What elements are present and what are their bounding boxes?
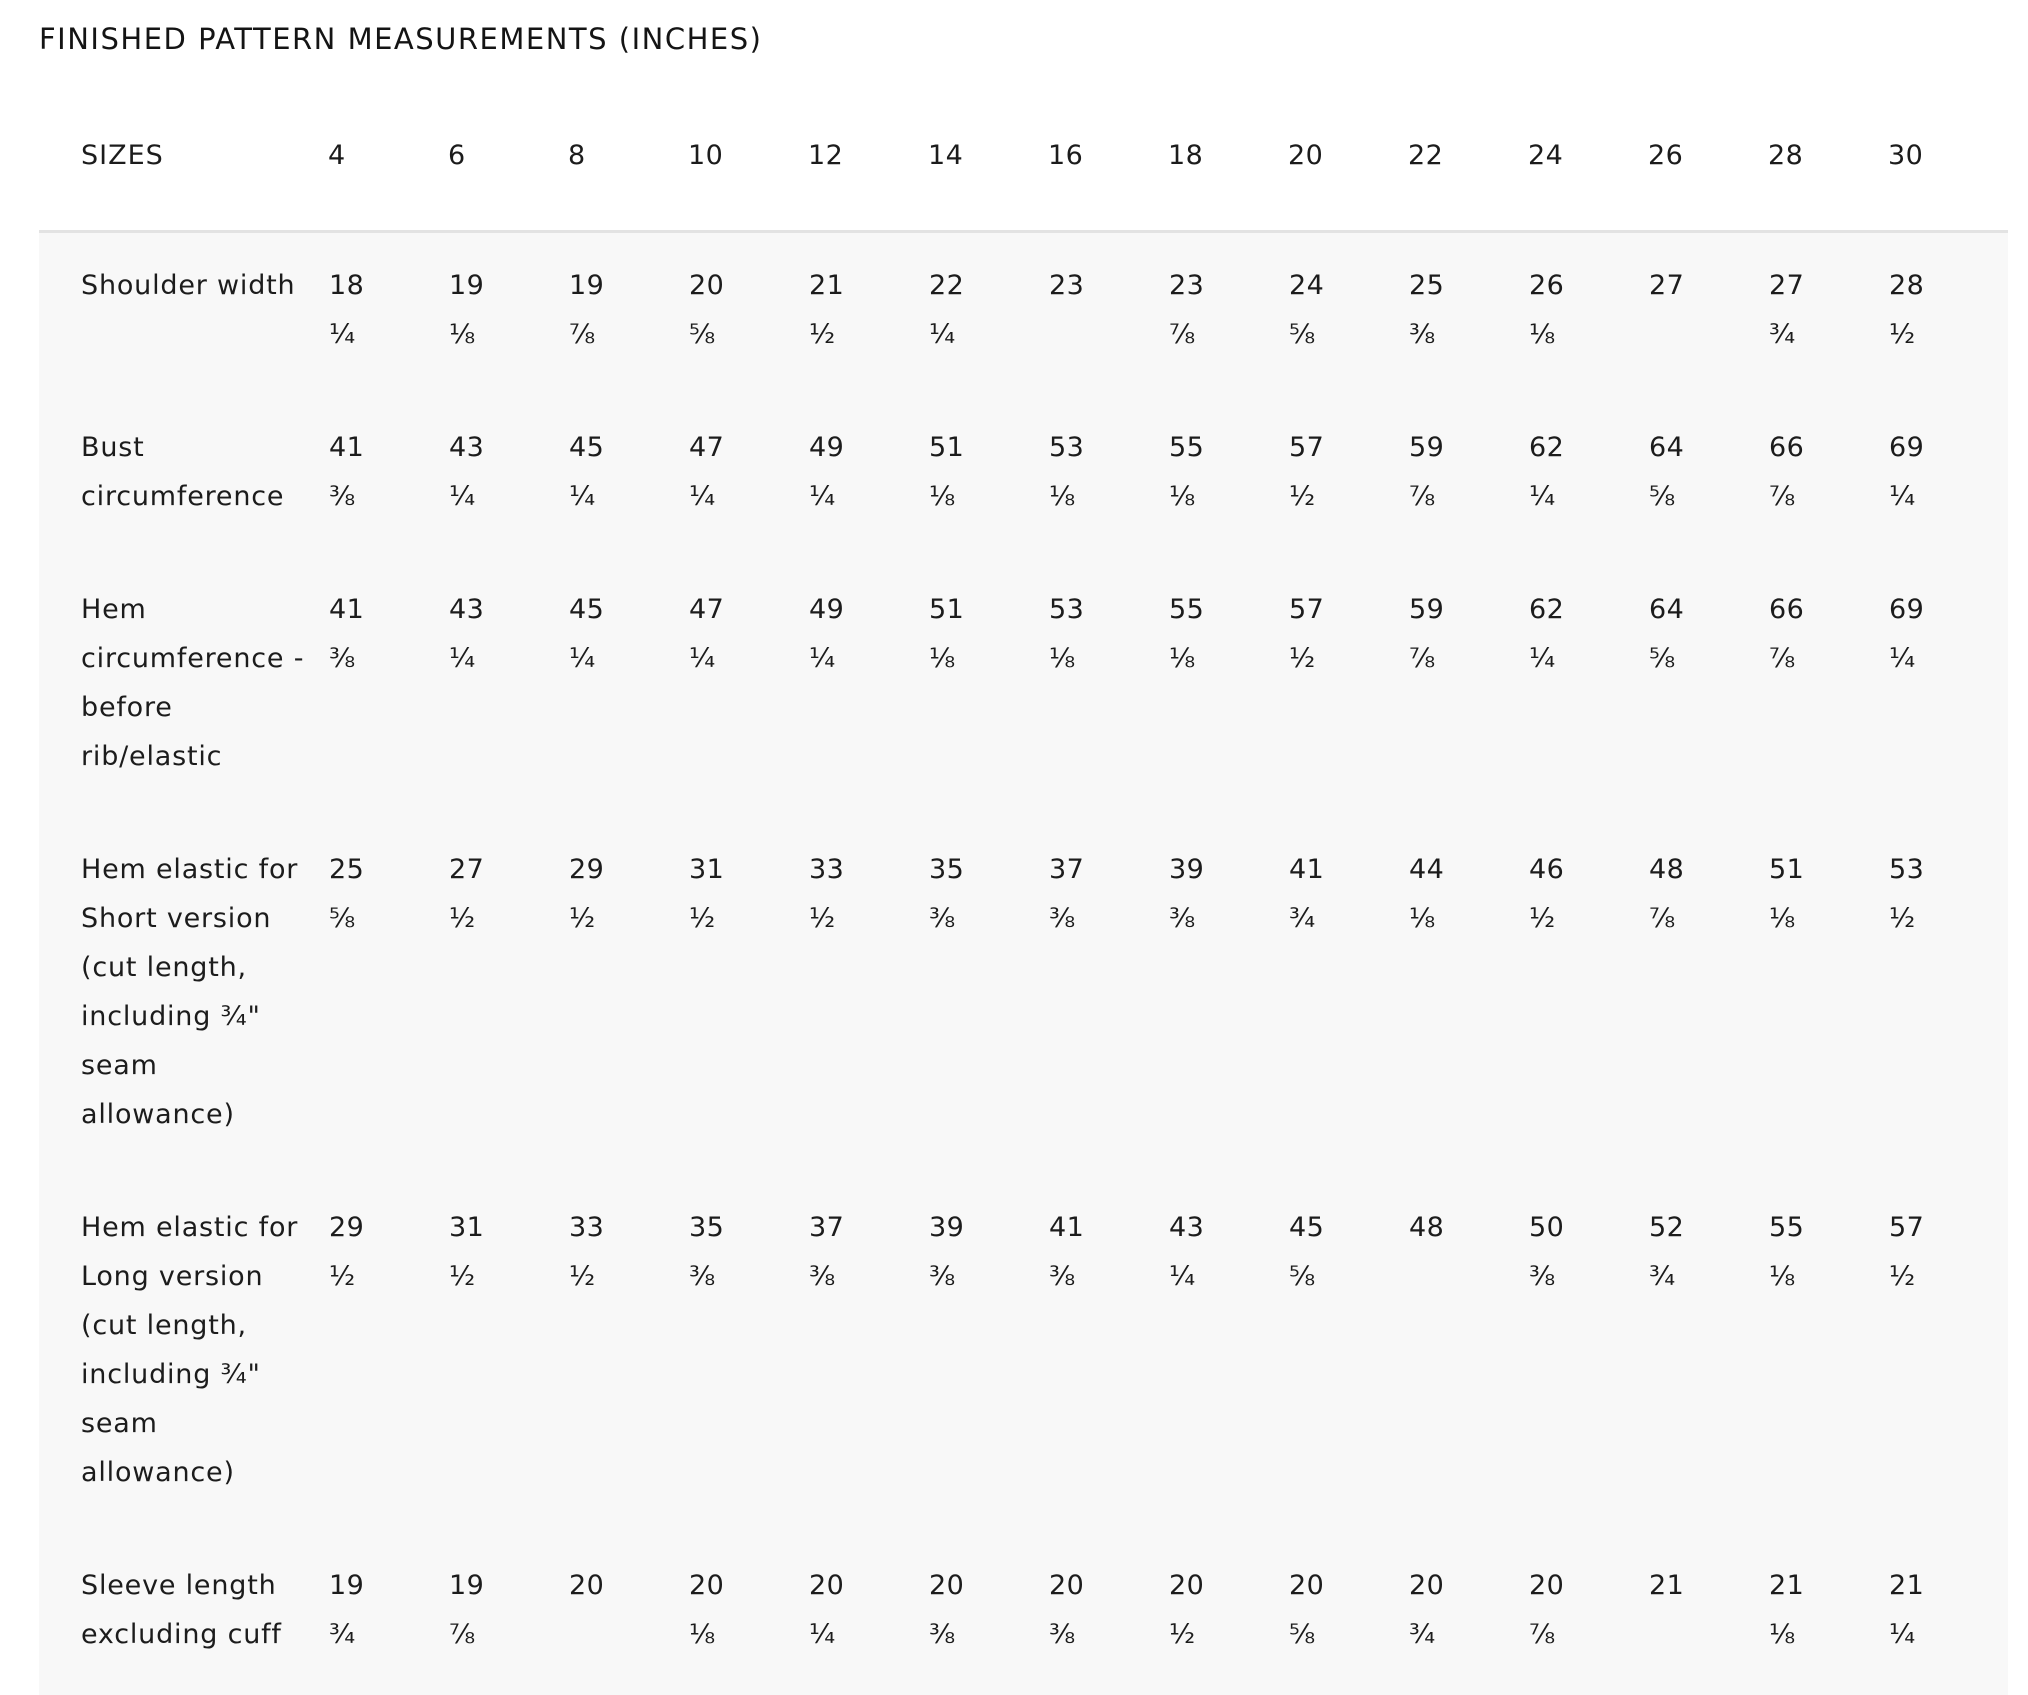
measurement-cell — [928, 557, 1048, 817]
measurement-whole: 21 — [1889, 1561, 2007, 1610]
measurement-cell — [448, 1175, 568, 1533]
measurement-cell — [808, 817, 928, 1175]
measurement-cell — [1648, 817, 1768, 1175]
measurement-whole: 39 — [929, 1203, 1047, 1252]
row-label: Sleeve length excluding cuff — [39, 1533, 328, 1695]
measurement-whole: 37 — [809, 1203, 927, 1252]
measurement-cell — [688, 395, 808, 557]
measurement-fraction: ¼ — [1889, 634, 2007, 683]
measurement-fraction: ¼ — [449, 472, 567, 521]
measurement-whole: 20 — [689, 261, 807, 310]
measurement-fraction: ½ — [1889, 310, 2007, 359]
measurement-cell — [448, 817, 568, 1175]
measurement-cell — [568, 817, 688, 1175]
measurement-fraction: ⅜ — [1409, 310, 1527, 359]
measurement-fraction: ¼ — [449, 634, 567, 683]
measurement-whole: 23 — [1049, 261, 1167, 310]
measurement-whole: 31 — [689, 845, 807, 894]
measurement-cell — [1288, 395, 1408, 557]
row-label: Hem elastic for Long version (cut length, including ¾" seam allowance) — [39, 1175, 328, 1533]
measurement-cell — [448, 1533, 568, 1695]
measurement-whole: 35 — [689, 1203, 807, 1252]
measurement-fraction: ⅞ — [1409, 634, 1527, 683]
measurement-cell — [928, 1533, 1048, 1695]
measurement-whole: 46 — [1529, 845, 1647, 894]
measurement-fraction: ⅛ — [1769, 894, 1887, 943]
measurement-whole: 45 — [1289, 1203, 1407, 1252]
measurement-fraction: ¼ — [689, 472, 807, 521]
measurement-whole: 41 — [1049, 1203, 1167, 1252]
measurement-fraction: ¼ — [1169, 1252, 1287, 1301]
measurement-cell — [1528, 817, 1648, 1175]
measurement-fraction: ⅝ — [1649, 472, 1767, 521]
measurement-fraction: ⅛ — [689, 1610, 807, 1659]
measurement-fraction: ½ — [449, 894, 567, 943]
measurement-whole: 20 — [1409, 1561, 1527, 1610]
measurement-whole: 21 — [1649, 1561, 1767, 1610]
size-header: 24 — [1528, 90, 1648, 232]
measurement-cell — [1048, 817, 1168, 1175]
measurement-whole: 69 — [1889, 423, 2007, 472]
size-header: 26 — [1648, 90, 1768, 232]
measurement-fraction: ⅛ — [1769, 1610, 1887, 1659]
measurement-cell — [1648, 1533, 1768, 1695]
measurement-fraction: ⅛ — [1169, 634, 1287, 683]
measurement-fraction: ¼ — [929, 310, 1047, 359]
measurement-whole: 35 — [929, 845, 1047, 894]
measurement-whole: 19 — [569, 261, 687, 310]
measurement-fraction: ¾ — [1289, 894, 1407, 943]
measurement-cell — [808, 232, 928, 396]
measurement-fraction: ¾ — [329, 1610, 447, 1659]
measurement-cell — [1768, 232, 1888, 396]
measurement-cell — [1768, 1175, 1888, 1533]
measurement-whole: 57 — [1289, 423, 1407, 472]
size-header: 6 — [448, 90, 568, 232]
measurement-cell — [1408, 1175, 1528, 1533]
measurement-fraction: ½ — [809, 894, 927, 943]
measurement-fraction: ⅝ — [1289, 310, 1407, 359]
page-title: FINISHED PATTERN MEASUREMENTS (INCHES) — [39, 22, 762, 56]
measurement-whole: 45 — [569, 585, 687, 634]
measurement-whole: 57 — [1289, 585, 1407, 634]
measurement-fraction: ⅛ — [1169, 472, 1287, 521]
measurement-cell — [1888, 1533, 2008, 1695]
measurement-cell — [688, 557, 808, 817]
measurement-fraction: ¼ — [809, 634, 927, 683]
measurement-cell — [448, 395, 568, 557]
measurement-fraction: ½ — [1889, 894, 2007, 943]
measurement-whole: 26 — [1529, 261, 1647, 310]
measurement-cell — [808, 395, 928, 557]
measurement-whole: 51 — [929, 423, 1047, 472]
measurement-whole: 62 — [1529, 585, 1647, 634]
measurement-cell — [1168, 232, 1288, 396]
measurement-fraction: ⅝ — [329, 894, 447, 943]
measurement-cell — [1168, 395, 1288, 557]
measurement-cell — [328, 817, 448, 1175]
measurement-fraction: ⅜ — [1529, 1252, 1647, 1301]
measurement-whole: 19 — [329, 1561, 447, 1610]
measurement-whole: 41 — [329, 585, 447, 634]
measurement-cell — [1168, 557, 1288, 817]
header-row — [39, 90, 2008, 232]
measurement-fraction: ⅜ — [329, 472, 447, 521]
measurement-cell — [928, 1175, 1048, 1533]
measurement-whole: 43 — [449, 585, 567, 634]
measurement-cell — [688, 817, 808, 1175]
size-header: 28 — [1768, 90, 1888, 232]
measurement-fraction: ½ — [449, 1252, 567, 1301]
measurement-cell — [328, 232, 448, 396]
measurement-fraction: ⅜ — [1049, 1252, 1167, 1301]
measurement-cell — [1528, 557, 1648, 817]
measurement-fraction: ⅞ — [1769, 634, 1887, 683]
measurement-whole: 21 — [1769, 1561, 1887, 1610]
measurement-whole: 33 — [569, 1203, 687, 1252]
measurement-whole: 55 — [1169, 585, 1287, 634]
table-row — [39, 1175, 2008, 1533]
measurement-whole: 27 — [1649, 261, 1767, 310]
measurement-fraction: ¾ — [1649, 1252, 1767, 1301]
measurement-whole: 20 — [569, 1561, 687, 1610]
measurement-whole: 20 — [1049, 1561, 1167, 1610]
measurement-cell — [1768, 1533, 1888, 1695]
measurement-cell — [1648, 395, 1768, 557]
measurement-fraction: ⅜ — [929, 1252, 1047, 1301]
measurement-cell — [1528, 1533, 1648, 1695]
measurement-whole: 20 — [929, 1561, 1047, 1610]
measurement-whole: 20 — [809, 1561, 927, 1610]
measurement-whole: 18 — [329, 261, 447, 310]
size-header: 18 — [1168, 90, 1288, 232]
measurement-fraction: ¼ — [569, 634, 687, 683]
measurement-cell — [1888, 557, 2008, 817]
measurement-whole: 25 — [1409, 261, 1527, 310]
measurement-fraction: ⅞ — [1529, 1610, 1647, 1659]
measurement-whole: 50 — [1529, 1203, 1647, 1252]
measurement-fraction: ¼ — [329, 310, 447, 359]
measurement-cell — [808, 1533, 928, 1695]
measurement-fraction: ⅜ — [1169, 894, 1287, 943]
measurement-fraction: ½ — [809, 310, 927, 359]
row-label: Shoulder width — [39, 232, 328, 396]
measurement-cell — [1408, 557, 1528, 817]
measurement-cell — [328, 1175, 448, 1533]
measurement-fraction: ⅝ — [1289, 1252, 1407, 1301]
measurement-fraction: ⅞ — [1409, 472, 1527, 521]
measurement-fraction: ⅛ — [1769, 1252, 1887, 1301]
measurement-fraction: ½ — [569, 894, 687, 943]
measurement-whole: 51 — [929, 585, 1047, 634]
measurement-fraction: ⅝ — [1649, 634, 1767, 683]
measurement-whole: 37 — [1049, 845, 1167, 894]
measurement-cell — [1168, 1533, 1288, 1695]
measurement-cell — [688, 1533, 808, 1695]
measurement-whole: 19 — [449, 1561, 567, 1610]
measurement-cell — [1408, 817, 1528, 1175]
measurement-cell — [1648, 232, 1768, 396]
measurement-whole: 64 — [1649, 585, 1767, 634]
measurement-cell — [1888, 232, 2008, 396]
size-header: 16 — [1048, 90, 1168, 232]
measurement-fraction: ¾ — [1769, 310, 1887, 359]
measurement-whole: 28 — [1889, 261, 2007, 310]
measurement-fraction: ⅞ — [449, 1610, 567, 1659]
measurement-fraction: ⅝ — [689, 310, 807, 359]
measurement-fraction: ⅜ — [809, 1252, 927, 1301]
measurement-fraction: ⅜ — [929, 894, 1047, 943]
measurement-fraction: ⅞ — [1769, 472, 1887, 521]
measurement-fraction: ¼ — [1889, 472, 2007, 521]
measurement-cell — [1048, 395, 1168, 557]
measurement-cell — [328, 1533, 448, 1695]
measurement-cell — [1048, 1533, 1168, 1695]
measurement-whole: 47 — [689, 423, 807, 472]
measurement-whole: 20 — [1529, 1561, 1647, 1610]
measurement-whole: 43 — [1169, 1203, 1287, 1252]
measurement-cell — [568, 232, 688, 396]
measurement-cell — [1528, 1175, 1648, 1533]
measurement-whole: 59 — [1409, 423, 1527, 472]
table-row — [39, 395, 2008, 557]
measurement-cell — [448, 232, 568, 396]
measurement-whole: 33 — [809, 845, 927, 894]
measurement-whole: 41 — [1289, 845, 1407, 894]
measurement-whole: 48 — [1409, 1203, 1527, 1252]
measurement-whole: 57 — [1889, 1203, 2007, 1252]
size-header: 8 — [568, 90, 688, 232]
size-header: 20 — [1288, 90, 1408, 232]
measurement-fraction: ⅛ — [1529, 310, 1647, 359]
measurement-whole: 53 — [1889, 845, 2007, 894]
measurement-whole: 53 — [1049, 585, 1167, 634]
measurement-whole: 22 — [929, 261, 1047, 310]
measurement-cell — [1888, 817, 2008, 1175]
measurement-cell — [1888, 395, 2008, 557]
measurement-fraction: ½ — [1289, 472, 1407, 521]
measurement-whole: 27 — [1769, 261, 1887, 310]
measurement-fraction: ¼ — [1889, 1610, 2007, 1659]
measurement-whole: 44 — [1409, 845, 1527, 894]
measurement-fraction: ¼ — [1529, 472, 1647, 521]
measurement-cell — [928, 817, 1048, 1175]
table-header — [39, 90, 2008, 232]
measurement-cell — [328, 557, 448, 817]
table-row — [39, 557, 2008, 817]
measurement-whole: 47 — [689, 585, 807, 634]
size-header: 22 — [1408, 90, 1528, 232]
measurements-table — [39, 90, 2008, 1695]
measurement-cell — [1768, 395, 1888, 557]
measurement-whole: 21 — [809, 261, 927, 310]
measurement-cell — [1768, 817, 1888, 1175]
size-header: 4 — [328, 90, 448, 232]
measurement-cell — [928, 395, 1048, 557]
measurement-cell — [808, 1175, 928, 1533]
measurement-whole: 49 — [809, 423, 927, 472]
measurement-whole: 59 — [1409, 585, 1527, 634]
measurement-whole: 27 — [449, 845, 567, 894]
measurement-whole: 53 — [1049, 423, 1167, 472]
table-row — [39, 817, 2008, 1175]
measurement-fraction: ⅜ — [329, 634, 447, 683]
measurement-fraction: ⅛ — [1049, 472, 1167, 521]
measurement-whole: 66 — [1769, 585, 1887, 634]
measurement-cell — [1888, 1175, 2008, 1533]
measurement-cell — [568, 557, 688, 817]
measurement-cell — [1528, 395, 1648, 557]
measurement-cell — [928, 232, 1048, 396]
measurement-whole: 55 — [1169, 423, 1287, 472]
measurement-cell — [1288, 817, 1408, 1175]
measurement-fraction: ½ — [1169, 1610, 1287, 1659]
measurement-fraction: ½ — [569, 1252, 687, 1301]
measurement-fraction: ½ — [1889, 1252, 2007, 1301]
measurement-whole: 48 — [1649, 845, 1767, 894]
measurement-cell — [1288, 1175, 1408, 1533]
measurement-fraction: ½ — [329, 1252, 447, 1301]
measurement-whole: 49 — [809, 585, 927, 634]
measurement-fraction: ⅛ — [929, 472, 1047, 521]
measurement-cell — [688, 1175, 808, 1533]
measurement-whole: 45 — [569, 423, 687, 472]
measurement-cell — [568, 1533, 688, 1695]
measurement-cell — [448, 557, 568, 817]
measurement-whole: 66 — [1769, 423, 1887, 472]
measurement-whole: 41 — [329, 423, 447, 472]
measurement-fraction: ¼ — [809, 472, 927, 521]
measurement-cell — [1288, 232, 1408, 396]
measurement-cell — [1408, 232, 1528, 396]
measurement-whole: 31 — [449, 1203, 567, 1252]
measurement-cell — [1048, 1175, 1168, 1533]
measurement-fraction: ⅜ — [1049, 894, 1167, 943]
measurement-fraction: ⅛ — [929, 634, 1047, 683]
table-row — [39, 232, 2008, 396]
measurement-cell — [1408, 395, 1528, 557]
size-header: 14 — [928, 90, 1048, 232]
measurement-whole: 20 — [1289, 1561, 1407, 1610]
measurement-whole: 43 — [449, 423, 567, 472]
measurement-cell — [1768, 557, 1888, 817]
measurement-cell — [1168, 817, 1288, 1175]
sizes-header-label: SIZES — [39, 90, 328, 232]
table-body — [39, 232, 2008, 1695]
measurement-fraction: ¼ — [809, 1610, 927, 1659]
measurement-fraction: ⅛ — [1049, 634, 1167, 683]
measurement-cell — [808, 557, 928, 817]
measurement-whole: 39 — [1169, 845, 1287, 894]
measurement-fraction: ⅜ — [929, 1610, 1047, 1659]
measurement-cell — [1048, 232, 1168, 396]
table-row — [39, 1533, 2008, 1695]
measurement-cell — [568, 1175, 688, 1533]
measurement-whole: 51 — [1769, 845, 1887, 894]
measurement-fraction: ⅛ — [1409, 894, 1527, 943]
measurement-whole: 19 — [449, 261, 567, 310]
measurement-cell — [1648, 1175, 1768, 1533]
measurement-fraction: ½ — [689, 894, 807, 943]
measurement-fraction: ⅞ — [1649, 894, 1767, 943]
measurement-fraction: ⅞ — [1169, 310, 1287, 359]
size-header: 30 — [1888, 90, 2008, 232]
row-label: Hem circumference - before rib/elastic — [39, 557, 328, 817]
measurement-cell — [1288, 557, 1408, 817]
measurement-fraction: ½ — [1529, 894, 1647, 943]
measurement-whole: 69 — [1889, 585, 2007, 634]
measurement-fraction: ⅞ — [569, 310, 687, 359]
measurement-whole: 24 — [1289, 261, 1407, 310]
measurement-cell — [1528, 232, 1648, 396]
measurement-whole: 20 — [1169, 1561, 1287, 1610]
measurement-whole: 23 — [1169, 261, 1287, 310]
measurement-cell — [1168, 1175, 1288, 1533]
size-header: 12 — [808, 90, 928, 232]
measurement-fraction: ¼ — [1529, 634, 1647, 683]
measurement-fraction: ¼ — [569, 472, 687, 521]
measurement-whole: 62 — [1529, 423, 1647, 472]
measurement-whole: 64 — [1649, 423, 1767, 472]
measurement-whole: 29 — [329, 1203, 447, 1252]
measurement-cell — [1288, 1533, 1408, 1695]
row-label: Bust circumference — [39, 395, 328, 557]
measurement-fraction: ¼ — [689, 634, 807, 683]
measurement-whole: 52 — [1649, 1203, 1767, 1252]
measurement-fraction: ⅜ — [689, 1252, 807, 1301]
measurement-fraction: ½ — [1289, 634, 1407, 683]
measurement-whole: 20 — [689, 1561, 807, 1610]
measurement-cell — [568, 395, 688, 557]
measurement-cell — [688, 232, 808, 396]
size-header: 10 — [688, 90, 808, 232]
measurement-cell — [1648, 557, 1768, 817]
measurement-cell — [1048, 557, 1168, 817]
measurement-whole: 25 — [329, 845, 447, 894]
measurement-fraction: ⅝ — [1289, 1610, 1407, 1659]
measurement-cell — [1408, 1533, 1528, 1695]
measurement-cell — [328, 395, 448, 557]
measurement-fraction: ⅜ — [1049, 1610, 1167, 1659]
measurement-fraction: ⅛ — [449, 310, 567, 359]
measurement-fraction: ¾ — [1409, 1610, 1527, 1659]
row-label: Hem elastic for Short version (cut length, including ¾" seam allowance) — [39, 817, 328, 1175]
measurement-whole: 55 — [1769, 1203, 1887, 1252]
measurement-whole: 29 — [569, 845, 687, 894]
